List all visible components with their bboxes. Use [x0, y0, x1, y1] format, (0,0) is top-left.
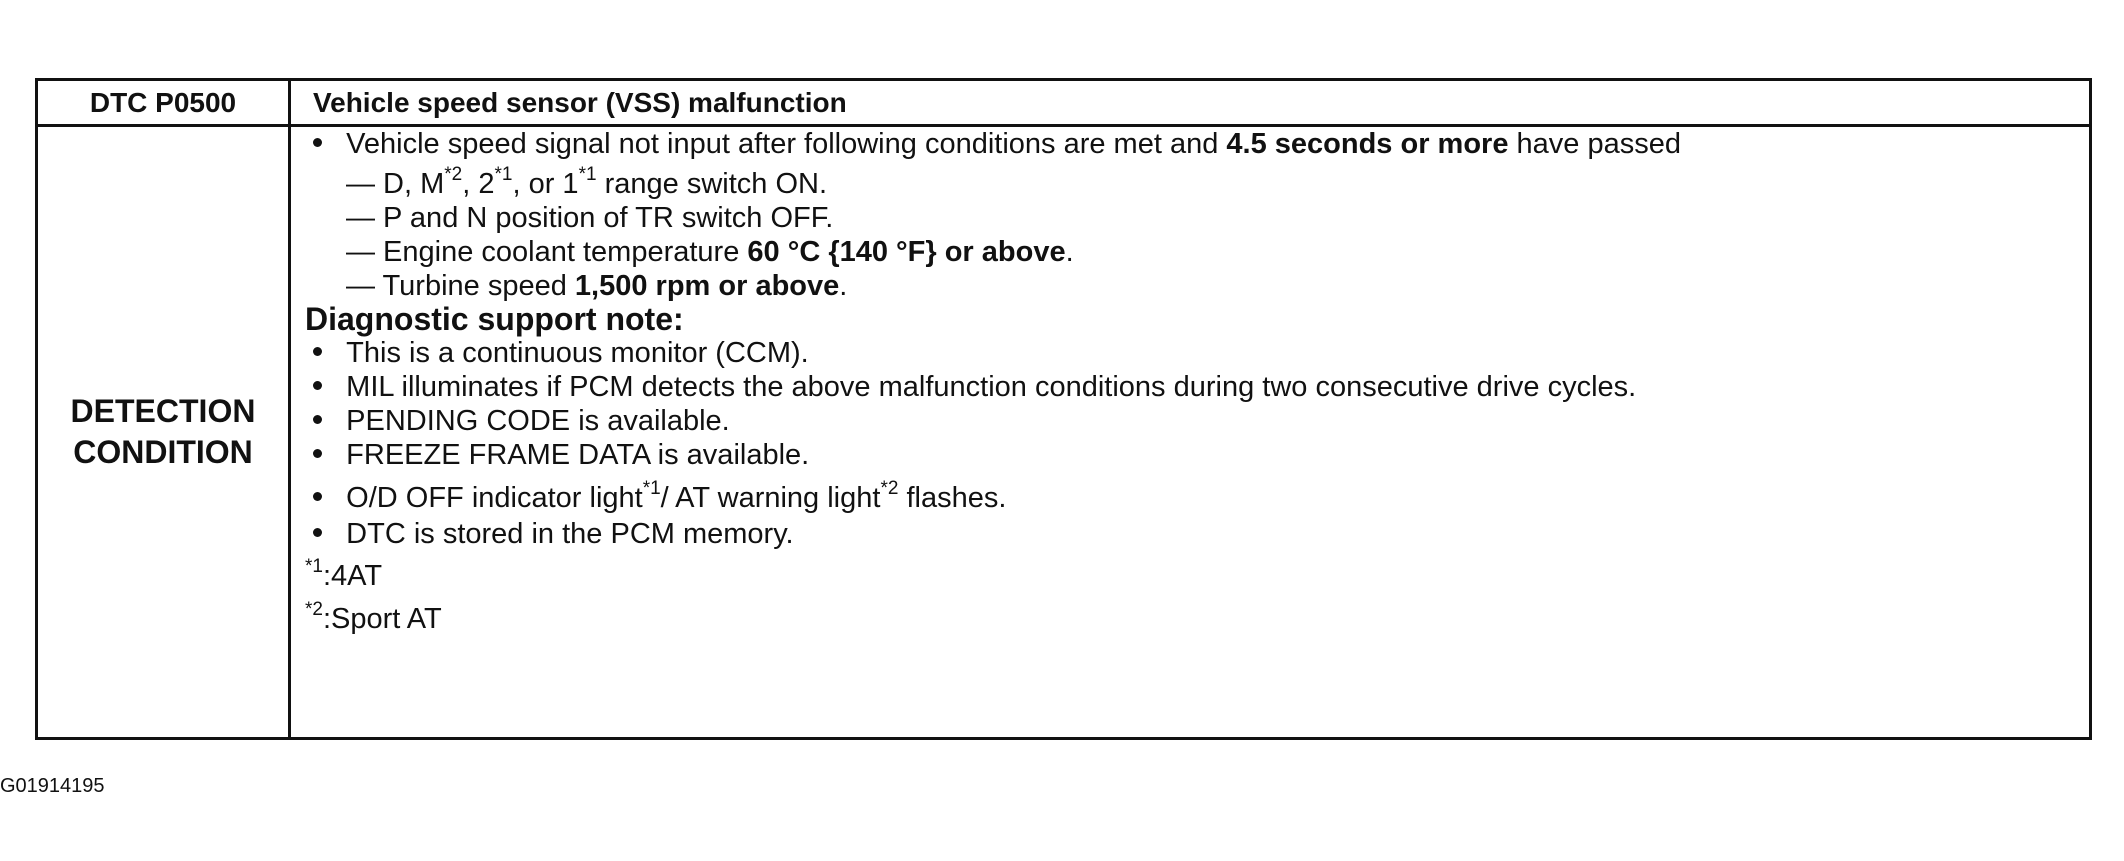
cond4-bold: 1,500 rpm or above [574, 270, 840, 302]
cond4-pre: — Turbine speed [346, 270, 575, 302]
dtc-code: DTC P0500 [89, 86, 237, 118]
bullet-icon [313, 449, 322, 458]
cond1-g: range switch ON. [596, 168, 828, 200]
note-item [313, 336, 809, 370]
intro-text: Vehicle speed signal not input after following conditions are met and [346, 128, 1227, 160]
condition-turbine [346, 269, 847, 303]
note-item [313, 438, 809, 472]
bullet-icon [313, 528, 322, 537]
note-item-indicator [313, 478, 1007, 515]
note-text: This is a continuous monitor (CCM). [346, 337, 809, 369]
note-item [313, 370, 1636, 404]
bullet-icon [313, 415, 322, 424]
figure-id: G01914195 [0, 775, 105, 797]
label-line-2: CONDITION [73, 434, 253, 470]
footnote-4at [305, 556, 383, 593]
indicator-e: flashes. [898, 482, 1007, 514]
dtc-code-cell [38, 81, 291, 127]
footnote-sport-at [305, 599, 442, 636]
cond1-e: , or 1 [512, 168, 579, 200]
foot1-mark: *1 [305, 556, 323, 578]
label-line-1: DETECTION [70, 393, 256, 429]
condition-tr-switch [346, 201, 833, 235]
note-text: DTC is stored in the PCM memory. [346, 518, 794, 550]
cond1-f: *1 [578, 164, 597, 186]
dtc-title-cell [291, 81, 2089, 127]
cond1-b: *2 [444, 164, 463, 186]
intro-bold: 4.5 seconds or more [1226, 128, 1509, 160]
note-text: PENDING CODE is available. [346, 405, 730, 437]
note-heading: Diagnostic support note: [305, 301, 684, 337]
intro-end: have passed [1508, 128, 1681, 160]
note-item [313, 404, 730, 438]
condition-intro [313, 127, 1681, 161]
indicator-b: *1 [642, 478, 661, 500]
cond4-post: . [839, 270, 848, 302]
note-text: MIL illuminates if PCM detects the above malfunction conditions during two consecutive drive cycles. [346, 371, 1637, 403]
note-item [313, 517, 794, 551]
bullet-icon [313, 381, 322, 390]
foot2-mark: *2 [305, 599, 323, 621]
cond3-post: . [1065, 236, 1074, 268]
cond1-c: , 2 [462, 168, 495, 200]
indicator-d: *2 [880, 478, 899, 500]
note-text: FREEZE FRAME DATA is available. [346, 439, 810, 471]
detection-condition-content [291, 127, 2089, 737]
foot1-text: :4AT [322, 560, 383, 592]
dtc-title: Vehicle speed sensor (VSS) malfunction [313, 86, 847, 118]
condition-coolant [346, 235, 1074, 269]
indicator-c: / AT warning light [660, 482, 881, 514]
bullet-icon [313, 492, 322, 501]
cond3-bold: 60 °C {140 °F} or above [747, 236, 1066, 268]
bullet-icon [313, 138, 322, 147]
bullet-icon [313, 347, 322, 356]
indicator-a: O/D OFF indicator light [346, 482, 643, 514]
foot2-text: :Sport AT [322, 603, 442, 635]
cond3-pre: — Engine coolant temperature [346, 236, 748, 268]
cond2-text: — P and N position of TR switch OFF. [346, 202, 834, 234]
cond1-d: *1 [494, 164, 513, 186]
dtc-table [35, 78, 2092, 740]
detection-condition-label [38, 127, 291, 737]
condition-range-switch [346, 164, 828, 201]
cond1-a: — D, M [346, 168, 445, 200]
